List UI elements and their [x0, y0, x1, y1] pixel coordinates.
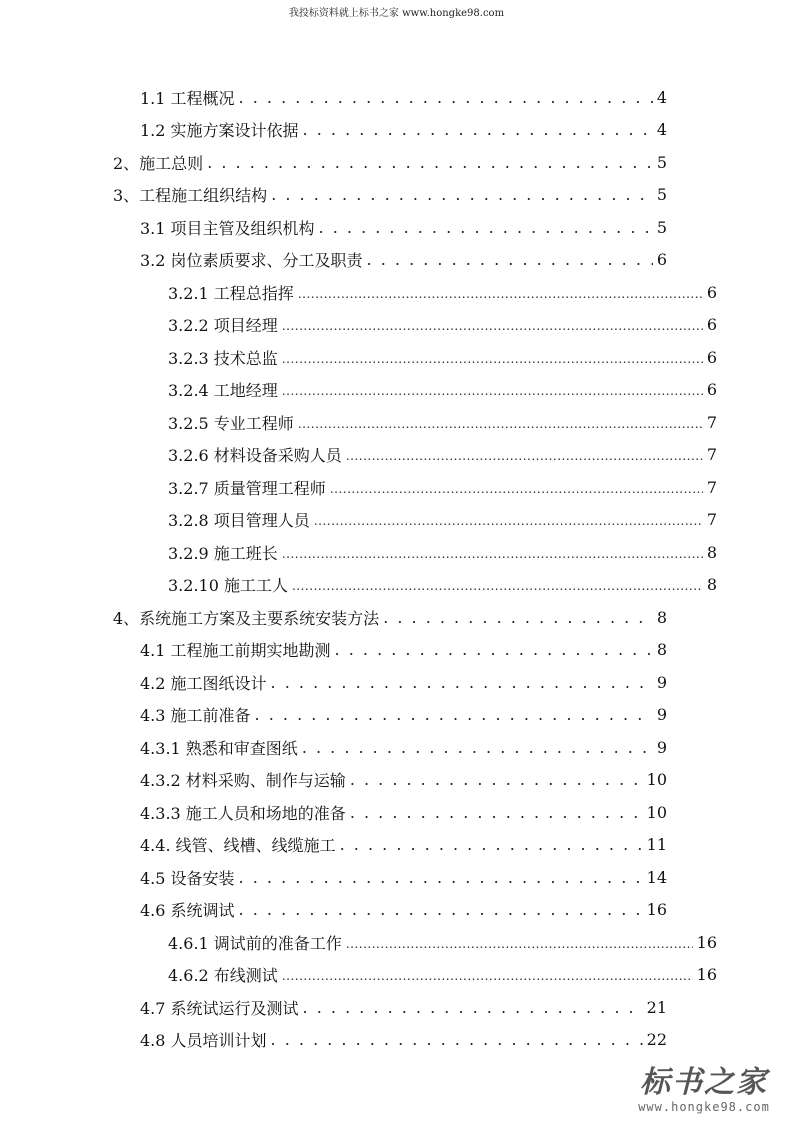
toc-entry-label: 4.7 系统试运行及测试: [140, 998, 299, 1018]
toc-leader: [319, 218, 653, 237]
toc-entry-label: 3、工程施工组织结构: [113, 186, 268, 206]
toc-entry-page: 6: [706, 347, 717, 367]
toc-leader: [282, 315, 703, 334]
toc-entry-label: 4.6.1 调试前的准备工作: [168, 933, 342, 953]
toc-entry-page: 8: [706, 575, 717, 595]
toc-entry[interactable]: [0, 634, 793, 667]
toc-entry-label: 4.8 人员培训计划: [140, 1031, 267, 1051]
toc-leader: [346, 933, 693, 952]
toc-entry-page: 8: [656, 607, 667, 627]
toc-entry[interactable]: [0, 114, 793, 147]
toc-leader: [303, 998, 643, 1017]
toc-entry-page: 8: [656, 640, 667, 660]
brand-logo: [629, 1066, 779, 1114]
toc-entry-page: 7: [706, 445, 717, 465]
toc-entry-page: 5: [656, 152, 667, 172]
toc-leader: [346, 445, 703, 464]
toc-entry[interactable]: [0, 861, 793, 894]
toc-entry-label: 3.2.8 项目管理人员: [168, 511, 310, 531]
toc-entry-label: 4.6 系统调试: [140, 901, 235, 921]
toc-entry-label: 4.5 设备安装: [140, 868, 235, 888]
toc-entry-label: 4.6.2 布线测试: [168, 966, 278, 986]
toc-entry-page: 14: [646, 867, 667, 887]
toc-entry[interactable]: [0, 926, 793, 959]
toc-entry-page: 7: [706, 510, 717, 530]
toc-leader: [282, 543, 703, 562]
toc-entry[interactable]: [0, 211, 793, 244]
toc-leader: [298, 283, 703, 302]
toc-leader: [367, 250, 653, 269]
toc-entry[interactable]: [0, 309, 793, 342]
toc-leader: [239, 900, 643, 919]
toc-entry-label: 3.2.6 材料设备采购人员: [168, 446, 342, 466]
toc-entry-page: 5: [656, 217, 667, 237]
toc-entry[interactable]: [0, 179, 793, 212]
toc-entry[interactable]: [0, 959, 793, 992]
toc-entry-label: 3.2 岗位素质要求、分工及职责: [140, 251, 363, 271]
toc-entry-page: 21: [646, 997, 667, 1017]
toc-entry[interactable]: [0, 731, 793, 764]
toc-leader: [282, 380, 703, 399]
toc-entry-page: 6: [656, 250, 667, 270]
toc-entry-label: 4、系统施工方案及主要系统安装方法: [113, 608, 380, 628]
toc-entry[interactable]: [0, 504, 793, 537]
toc-entry-label: 3.2.5 专业工程师: [168, 413, 294, 433]
toc-entry-page: 9: [656, 672, 667, 692]
toc-entry-label: 3.2.10 施工工人: [168, 576, 288, 596]
toc-entry-label: 3.1 项目主管及组织机构: [140, 218, 315, 238]
toc-entry-label: 3.2.9 施工班长: [168, 543, 278, 563]
toc-leader: [292, 575, 703, 594]
toc-entry[interactable]: [0, 439, 793, 472]
toc-leader: [383, 608, 653, 627]
toc-entry-label: 4.3.2 材料采购、制作与运输: [140, 771, 346, 791]
toc-entry-page: 11: [646, 835, 667, 855]
toc-entry-page: 6: [706, 315, 717, 335]
toc-leader: [239, 88, 653, 107]
toc-entry[interactable]: [0, 796, 793, 829]
toc-entry-label: 3.2.4 工地经理: [168, 381, 278, 401]
toc-leader: [271, 1030, 643, 1049]
toc-leader: [350, 770, 643, 789]
toc-entry-label: 1.1 工程概况: [140, 88, 235, 108]
toc-entry-page: 6: [706, 282, 717, 302]
toc-entry[interactable]: [0, 146, 793, 179]
toc-leader: [340, 835, 643, 854]
toc-leader: [298, 413, 703, 432]
toc-entry-page: 7: [706, 477, 717, 497]
toc-entry-page: 16: [696, 965, 717, 985]
toc-entry-label: 3.2.3 技术总监: [168, 348, 278, 368]
toc-leader: [350, 803, 643, 822]
toc-entry[interactable]: [0, 1024, 793, 1057]
toc-entry-page: 10: [646, 802, 667, 822]
toc-entry[interactable]: [0, 764, 793, 797]
table-of-contents: [0, 81, 793, 1056]
toc-entry-label: 4.1 工程施工前期实地勘测: [140, 641, 331, 661]
header-note: 我投标资料就上标书之家 www.hongke98.com: [288, 8, 505, 19]
toc-leader: [330, 478, 703, 497]
toc-entry[interactable]: [0, 81, 793, 114]
toc-entry-page: 8: [706, 542, 717, 562]
toc-leader: [314, 510, 703, 529]
toc-entry-label: 4.2 施工图纸设计: [140, 673, 267, 693]
toc-entry[interactable]: [0, 341, 793, 374]
toc-entry[interactable]: [0, 894, 793, 927]
toc-leader: [282, 965, 693, 984]
toc-entry-page: 4: [656, 120, 667, 140]
toc-leader: [255, 705, 653, 724]
toc-leader: [271, 673, 653, 692]
toc-entry-label: 4.4. 线管、线槽、线缆施工: [140, 836, 336, 856]
toc-entry[interactable]: [0, 374, 793, 407]
toc-entry[interactable]: [0, 601, 793, 634]
toc-leader: [302, 738, 653, 757]
toc-entry[interactable]: [0, 829, 793, 862]
toc-entry[interactable]: [0, 244, 793, 277]
toc-entry[interactable]: [0, 666, 793, 699]
toc-entry-label: 2、施工总则: [113, 153, 204, 173]
toc-entry-page: 9: [656, 705, 667, 725]
toc-entry-page: 6: [706, 380, 717, 400]
toc-entry-page: 22: [646, 1030, 667, 1050]
toc-entry[interactable]: [0, 471, 793, 504]
toc-entry-label: 4.3.1 熟悉和审查图纸: [140, 738, 298, 758]
toc-entry[interactable]: [0, 536, 793, 569]
toc-entry-page: 16: [696, 932, 717, 952]
toc-entry-label: 4.3 施工前准备: [140, 706, 251, 726]
toc-entry-page: 10: [646, 770, 667, 790]
logo-name: 标书之家: [640, 1065, 768, 1100]
toc-leader: [207, 153, 653, 172]
toc-entry-label: 4.3.3 施工人员和场地的准备: [140, 803, 346, 823]
toc-leader: [239, 868, 643, 887]
toc-entry-page: 9: [656, 737, 667, 757]
toc-leader: [282, 348, 703, 367]
toc-entry[interactable]: [0, 699, 793, 732]
toc-entry-page: 5: [656, 185, 667, 205]
toc-entry-label: 3.2.2 项目经理: [168, 316, 278, 336]
toc-entry[interactable]: [0, 276, 793, 309]
toc-entry-page: 7: [706, 412, 717, 432]
logo-url: www.hongke98.com: [638, 1100, 770, 1114]
toc-leader: [335, 640, 653, 659]
toc-entry-label: 3.2.7 质量管理工程师: [168, 478, 326, 498]
toc-leader: [303, 120, 653, 139]
toc-entry[interactable]: [0, 991, 793, 1024]
toc-entry-page: 16: [646, 900, 667, 920]
toc-entry-label: 3.2.1 工程总指挥: [168, 283, 294, 303]
toc-entry[interactable]: [0, 569, 793, 602]
toc-leader: [271, 185, 653, 204]
toc-entry[interactable]: [0, 406, 793, 439]
toc-entry-page: 4: [656, 87, 667, 107]
toc-entry-label: 1.2 实施方案设计依据: [140, 121, 299, 141]
